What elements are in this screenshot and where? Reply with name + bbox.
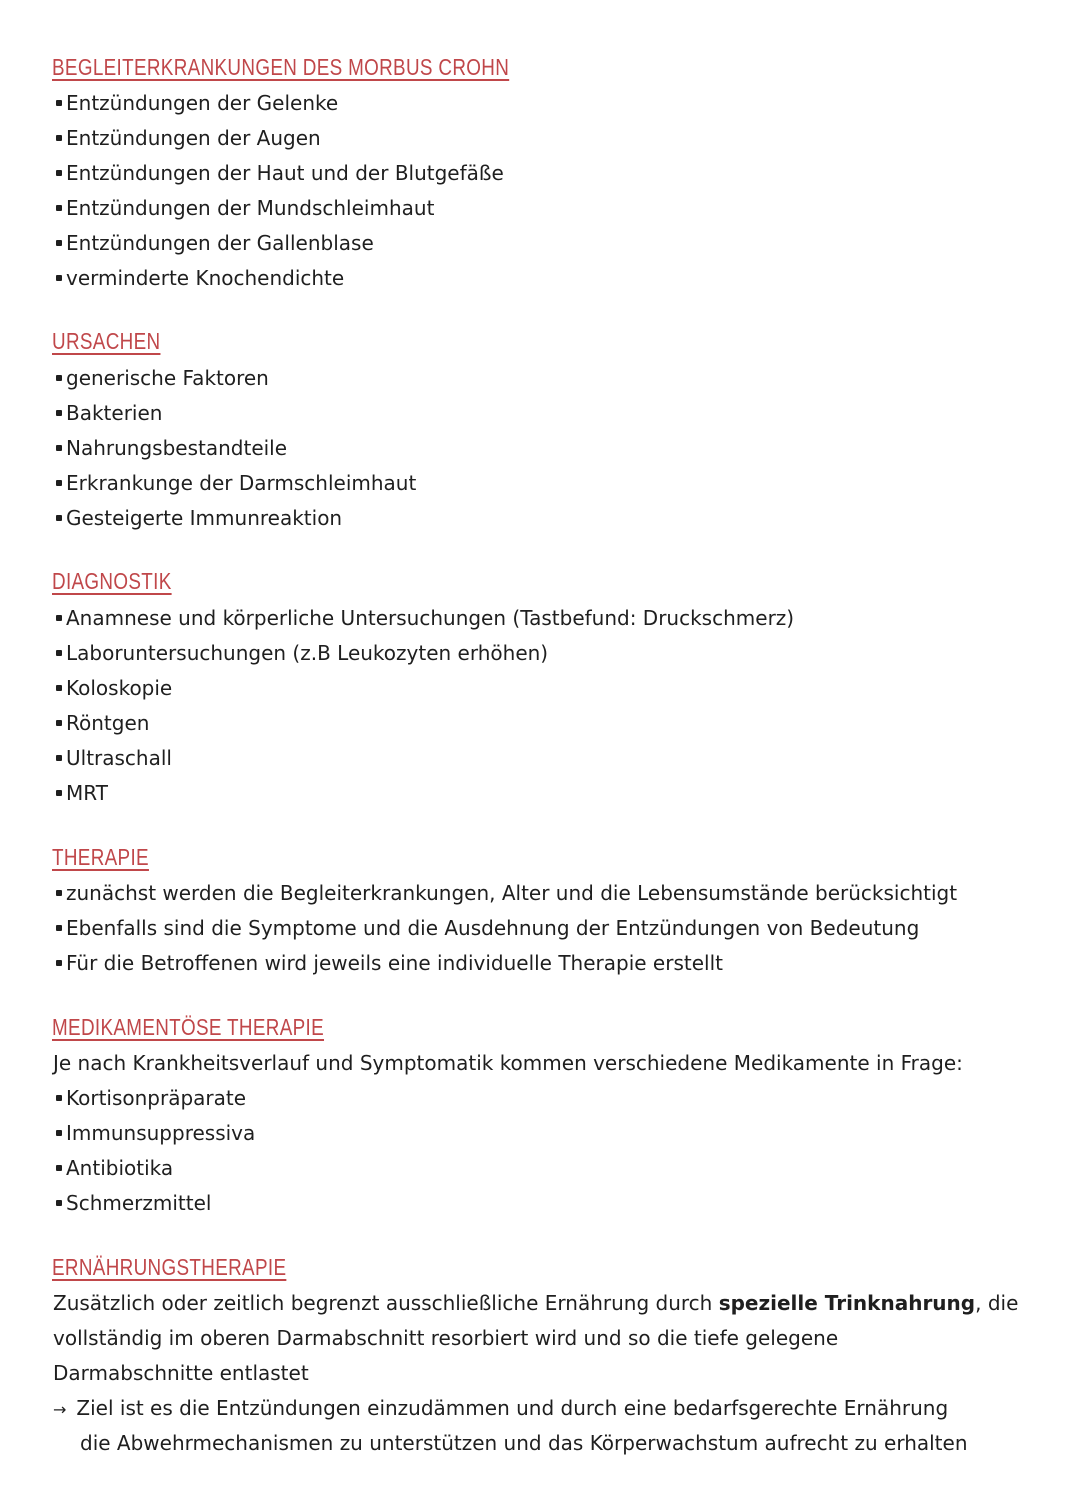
bullet-icon <box>56 1130 62 1136</box>
paragraph-line: vollständig im oberen Darmabschnitt resorbiert wird und so die tiefe gelegene <box>53 1326 839 1350</box>
heading-begleiterkrankungen: BEGLEITERKRANKUNGEN DES MORBUS CROHN <box>52 54 510 80</box>
bullet-icon <box>56 100 62 106</box>
list-item: Entzündungen der Gallenblase <box>56 228 374 258</box>
list-item: Entzündungen der Augen <box>56 123 321 153</box>
list-item: Röntgen <box>56 708 149 738</box>
bullet-icon <box>56 790 62 796</box>
bullet-icon <box>56 515 62 521</box>
conclusion-line: → Ziel ist es die Entzündungen einzudämmen und durch eine bedarfsgerechte Ernährung <box>53 1393 948 1425</box>
bullet-icon <box>56 480 62 486</box>
bullet-icon <box>56 1200 62 1206</box>
section-intro: Je nach Krankheitsverlauf und Symptomatik kommen verschiedene Medikamente in Frage: <box>53 1051 963 1075</box>
heading-therapie: THERAPIE <box>52 844 149 870</box>
arrow-right-icon: → <box>53 1400 67 1419</box>
bullet-icon <box>56 205 62 211</box>
list-item: Ebenfalls sind die Symptome und die Ausdehnung der Entzündungen von Bedeutung <box>56 913 919 943</box>
bullet-icon <box>56 650 62 656</box>
bullet-icon <box>56 275 62 281</box>
list-item: MRT <box>56 778 108 808</box>
list-item: Koloskopie <box>56 673 172 703</box>
bullet-icon <box>56 375 62 381</box>
bullet-icon <box>56 1095 62 1101</box>
list-item: Immunsuppressiva <box>56 1118 255 1148</box>
bullet-icon <box>56 445 62 451</box>
list-item: Antibiotika <box>56 1153 173 1183</box>
list-item: Erkrankunge der Darmschleimhaut <box>56 468 416 498</box>
bullet-icon <box>56 890 62 896</box>
bullet-icon <box>56 135 62 141</box>
emphasis-text: spezielle Trinknahrung <box>718 1291 976 1315</box>
list-item: Gesteigerte Immunreaktion <box>56 503 342 533</box>
bullet-icon <box>56 755 62 761</box>
heading-diagnostik: DIAGNOSTIK <box>52 568 172 594</box>
bullet-icon <box>56 240 62 246</box>
list-item: Anamnese und körperliche Untersuchungen (Tastbefund: Druckschmerz) <box>56 603 794 633</box>
heading-medikamentoese-therapie: MEDIKAMENTÖSE THERAPIE <box>52 1014 325 1040</box>
list-item: Entzündungen der Haut und der Blutgefäße <box>56 158 504 188</box>
bullet-icon <box>56 1165 62 1171</box>
list-item: Für die Betroffenen wird jeweils eine individuelle Therapie erstellt <box>56 948 723 978</box>
heading-ernaehrungstherapie: ERNÄHRUNGSTHERAPIE <box>52 1254 287 1280</box>
list-item: Nahrungsbestandteile <box>56 433 287 463</box>
bullet-icon <box>56 925 62 931</box>
list-item: generische Faktoren <box>56 363 269 393</box>
list-item: Entzündungen der Mundschleimhaut <box>56 193 434 223</box>
bullet-icon <box>56 410 62 416</box>
paragraph-line: Darmabschnitte entlastet <box>53 1361 309 1385</box>
list-item: Laboruntersuchungen (z.B Leukozyten erhöhen) <box>56 638 548 668</box>
list-item: Kortisonpräparate <box>56 1083 246 1113</box>
bullet-icon <box>56 960 62 966</box>
paragraph-line: Zusätzlich oder zeitlich begrenzt ausschließliche Ernährung durch spezielle Trinknahrung, die <box>53 1291 1019 1315</box>
bullet-icon <box>56 685 62 691</box>
conclusion-line: die Abwehrmechanismen zu unterstützen und das Körperwachstum aufrecht zu erhalten <box>80 1431 968 1455</box>
heading-ursachen: URSACHEN <box>52 328 161 354</box>
bullet-icon <box>56 615 62 621</box>
list-item: zunächst werden die Begleiterkrankungen, Alter und die Lebensumstände berücksichtigt <box>56 878 957 908</box>
list-item: Bakterien <box>56 398 162 428</box>
list-item: Entzündungen der Gelenke <box>56 88 338 118</box>
bullet-icon <box>56 170 62 176</box>
list-item: verminderte Knochendichte <box>56 263 344 293</box>
list-item: Ultraschall <box>56 743 172 773</box>
bullet-icon <box>56 720 62 726</box>
list-item: Schmerzmittel <box>56 1188 211 1218</box>
